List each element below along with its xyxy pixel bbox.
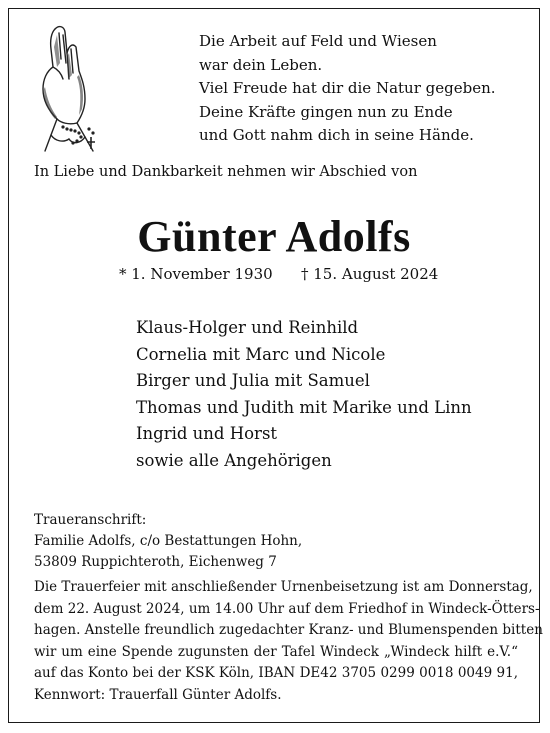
address-line: 53809 Ruppichteroth, Eichenweg 7 [34,554,277,570]
notice-line: hagen. Anstelle freundlich zugedachter Kranz- und Blumenspenden bitten [34,622,543,638]
mourner-line: sowie alle Angehörigen [136,450,332,470]
funeral-notice [34,577,543,706]
praying-hands-icon [33,23,105,155]
mourner-line: Ingrid und Horst [136,424,278,443]
address-line: Familie Adolfs, c/o Bestattungen Hohn, [34,533,303,549]
poem-line: Die Arbeit auf Feld und Wiesen [199,32,437,50]
notice-line: Die Trauerfeier mit anschließender Urnenbeisetzung ist am Donnerstag, [34,579,533,595]
poem-line: war dein Leben. [199,55,323,74]
mourner-line: Thomas und Judith mit Marike und Linn [136,397,472,417]
notice-line: dem 22. August 2024, um 14.00 Uhr auf dem Friedhof in Windeck-Ötters- [34,600,540,617]
poem-line: Viel Freude hat dir die Natur gegeben. [199,79,496,97]
deceased-name: Günter Adolfs [137,212,411,261]
mourning-address [34,510,302,573]
mourner-line: Klaus-Holger und Reinhild [136,318,359,337]
notice-line: wir um eine Spende zugunsten der Tafel Windeck „Windeck hilft e.V.“ [34,643,518,660]
notice-line: Kennwort: Trauerfall Günter Adolfs. [34,686,282,703]
mourner-line: Cornelia mit Marc und Nicole [136,344,386,364]
address-label: Traueranschrift: [34,512,147,528]
notice-line: auf das Konto bei der KSK Köln, IBAN DE42 3705 0299 0018 0049 91, [34,665,518,681]
birth-date: * 1. November 1930 [119,265,273,283]
death-date: † 15. August 2024 [301,265,439,283]
poem [199,30,496,148]
obituary-notice [8,8,543,723]
intro-text: In Liebe und Dankbarkeit nehmen wir Abschied von [34,164,418,180]
mourners-list [136,315,472,474]
poem-line: und Gott nahm dich in seine Hände. [199,126,474,144]
mourner-line: Birger und Julia mit Samuel [136,371,370,390]
poem-line: Deine Kräfte gingen nun zu Ende [199,102,453,121]
